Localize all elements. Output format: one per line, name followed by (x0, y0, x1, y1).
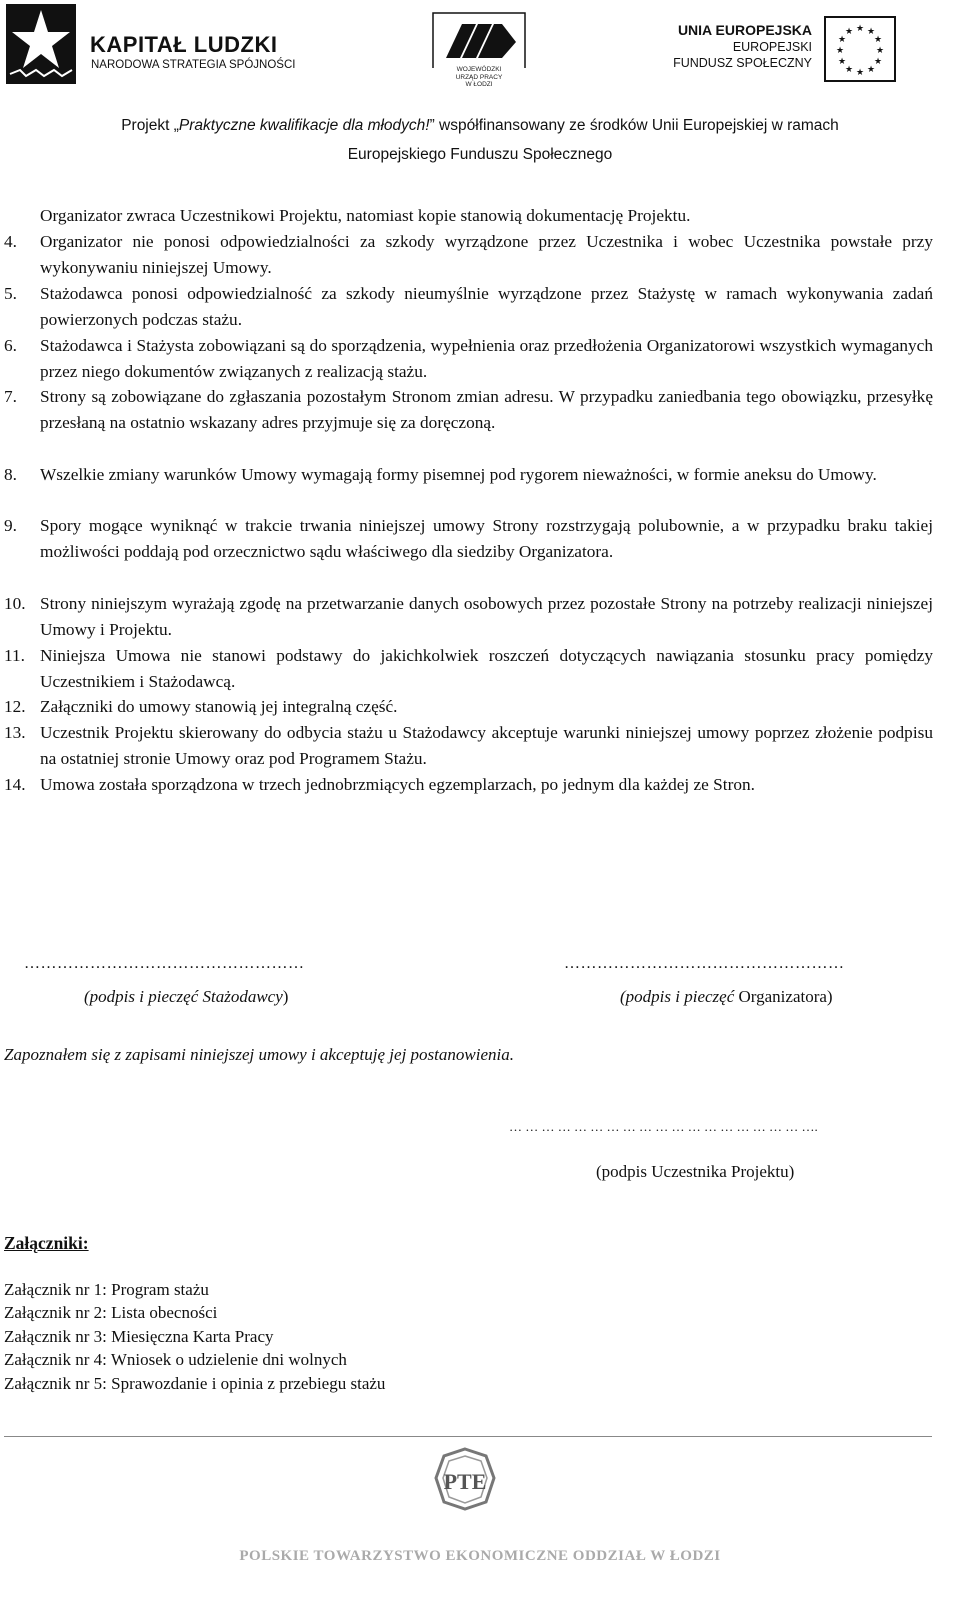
stazodawca-caption-italic: (podpis i pieczęć Stażodawcy (84, 987, 283, 1006)
project-prefix: Projekt „ (121, 117, 179, 134)
clause-number: 8. (4, 465, 17, 484)
acknowledgement-text: Zapoznałem się z zapisami niniejszej umowy i akceptuję jej postanowienia. (4, 1045, 514, 1064)
kapital-ludzki-subtitle: NARODOWA STRATEGIA SPÓJNOŚCI (91, 59, 296, 71)
kapital-ludzki-logo (6, 4, 306, 88)
footer-organization: POLSKIE TOWARZYSTWO EKONOMICZNE ODDZIAŁ W ŁODZI (239, 1548, 721, 1564)
svg-text:★: ★ (855, 24, 865, 34)
clause-number: 9. (4, 516, 17, 535)
svg-text:★: ★ (844, 65, 854, 75)
wup-caption-line: URZĄD PRACY (455, 73, 503, 81)
wup-logo (432, 12, 526, 86)
attachments-heading: Załączniki: (4, 1233, 89, 1253)
svg-text:★: ★ (837, 35, 847, 45)
attachment-item: Załącznik nr 2: Lista obecności (4, 1303, 218, 1322)
organizator-signature-caption (620, 987, 833, 1007)
svg-text:★: ★ (837, 57, 847, 67)
stazodawca-signature-line: …………………………………………… (24, 955, 305, 972)
ue-line1: UNIA EUROPEJSKA (677, 22, 812, 38)
clause-number: 4. (4, 232, 17, 251)
clause-number: 7. (4, 387, 17, 406)
clause-text: Stażodawca i Stażysta zobowiązani są do sporządzenia, wypełnienia oraz przedłożenia Organizatorowi wszystkich wymaganych przez niego dokumentów związanych z realizacją stażu. (40, 336, 933, 381)
attachment-item: Załącznik nr 5: Sprawozdanie i opinia z przebiegu stażu (4, 1374, 386, 1393)
organizator-signature-line: …………………………………………… (564, 955, 845, 972)
kapital-ludzki-emblem-icon (6, 4, 76, 84)
project-title: Praktyczne kwalifikacje dla młodych! (178, 117, 430, 134)
clause-text: Stażodawca ponosi odpowiedzialność za szkody nieumyślnie wyrządzone przez Stażystę w ramach wykonywania zadań powierzonych podczas stażu. (40, 284, 933, 329)
wup-emblem-icon (432, 12, 526, 68)
clause-text: Strony są zobowiązane do zgłaszania pozostałym Stronom zmian adresu. W przypadku zaniedbania tego obowiązku, przesyłkę przesłaną na ostatnio wskazany adres przyjmuje się za doręczoną. (40, 387, 933, 432)
project-line-1 (0, 117, 960, 135)
svg-text:★: ★ (873, 57, 883, 67)
wup-caption (432, 66, 526, 89)
project-suffix: ” współfinansowany ze środków Unii Europejskiej w ramach (429, 117, 839, 134)
clause-text: Umowa została sporządzona w trzech jednobrzmiących egzemplarzach, po jednym dla każdej ze Stron. (40, 775, 755, 794)
clause-number: 10. (4, 594, 26, 613)
wup-caption-line: WOJEWÓDZKI (456, 66, 502, 73)
participant-signature-line: … … … … … … … … … … … … … … … … … … …. (509, 1119, 818, 1134)
pte-logo-icon (434, 1447, 496, 1511)
stazodawca-signature-caption (84, 987, 288, 1007)
clause-number: 6. (4, 336, 17, 355)
footer-divider (4, 1436, 932, 1437)
clause-number: 11. (4, 646, 25, 665)
svg-text:★: ★ (835, 46, 845, 56)
clause-number: 12. (4, 697, 26, 716)
ue-logo (673, 16, 924, 86)
clause-text: Uczestnik Projektu skierowany do odbycia stażu u Stażodawcy akceptuje warunki niniejszej umowy poprzez złożenie podpisu na ostatniej stronie Umowy oraz pod Programem Stażu. (40, 723, 933, 768)
participant-signature-caption: (podpis Uczestnika Projektu) (596, 1162, 795, 1181)
svg-text:★: ★ (866, 27, 876, 37)
clause-text: Strony niniejszym wyrażają zgodę na przetwarzanie danych osobowych przez pozostałe Strony na potrzeby realizacji niniejszej Umowy i Projektu. (40, 594, 933, 639)
svg-text:★: ★ (844, 27, 854, 37)
clause-text: Organizator nie ponosi odpowiedzialności za szkody wyrządzone przez Uczestnika i wobec Uczestnika powstałe przy wykonywaniu niniejszej Umowy. (40, 232, 933, 277)
svg-text:★: ★ (855, 68, 865, 78)
stazodawca-caption-end: ) (282, 987, 289, 1006)
eu-flag-icon (824, 16, 896, 82)
kapital-ludzki-title: KAPITAŁ LUDZKI (90, 32, 278, 57)
wup-caption-line: W ŁODZI (465, 81, 493, 88)
svg-text:★: ★ (873, 35, 883, 45)
attachment-item: Załącznik nr 1: Program stażu (4, 1280, 209, 1299)
organizator-caption-end: Organizatora) (738, 987, 833, 1006)
ue-line3: FUNDUSZ SPOŁECZNY (673, 56, 812, 70)
ue-line2: EUROPEJSKI (732, 40, 812, 54)
clause-text: Niniejsza Umowa nie stanowi podstawy do jakichkolwiek roszczeń dotyczących nawiązania stosunku pracy pomiędzy Uczestnikiem i Stażodawcą. (40, 646, 933, 691)
clause-text: Wszelkie zmiany warunków Umowy wymagają formy pisemnej pod rygorem nieważności, w formie aneksu do Umowy. (40, 465, 877, 484)
clause-number: 13. (4, 723, 26, 742)
clause-number: 5. (4, 284, 17, 303)
svg-text:★: ★ (875, 46, 885, 56)
attachment-item: Załącznik nr 4: Wniosek o udzielenie dni wolnych (4, 1350, 347, 1369)
attachment-item: Załącznik nr 3: Miesięczna Karta Pracy (4, 1327, 274, 1346)
clause-number: 14. (4, 775, 26, 794)
clause-text: Spory mogące wyniknąć w trakcie trwania niniejszej umowy Strony rozstrzygają polubownie, a w przypadku braku takiej możliwości poddają pod orzecznictwo sądu właściwego dla siedziby Organizatora. (40, 516, 933, 561)
clause-text: Organizator zwraca Uczestnikowi Projektu, natomiast kopie stanowią dokumentację Projektu. (40, 206, 691, 225)
clause-text: Załączniki do umowy stanowią jej integralną część. (40, 697, 398, 716)
pte-logo-text: PTE (443, 1469, 487, 1494)
organizator-caption-italic: (podpis i pieczęć (620, 987, 739, 1006)
svg-text:★: ★ (866, 65, 876, 75)
project-line-2: Europejskiego Funduszu Społecznego (347, 146, 613, 163)
